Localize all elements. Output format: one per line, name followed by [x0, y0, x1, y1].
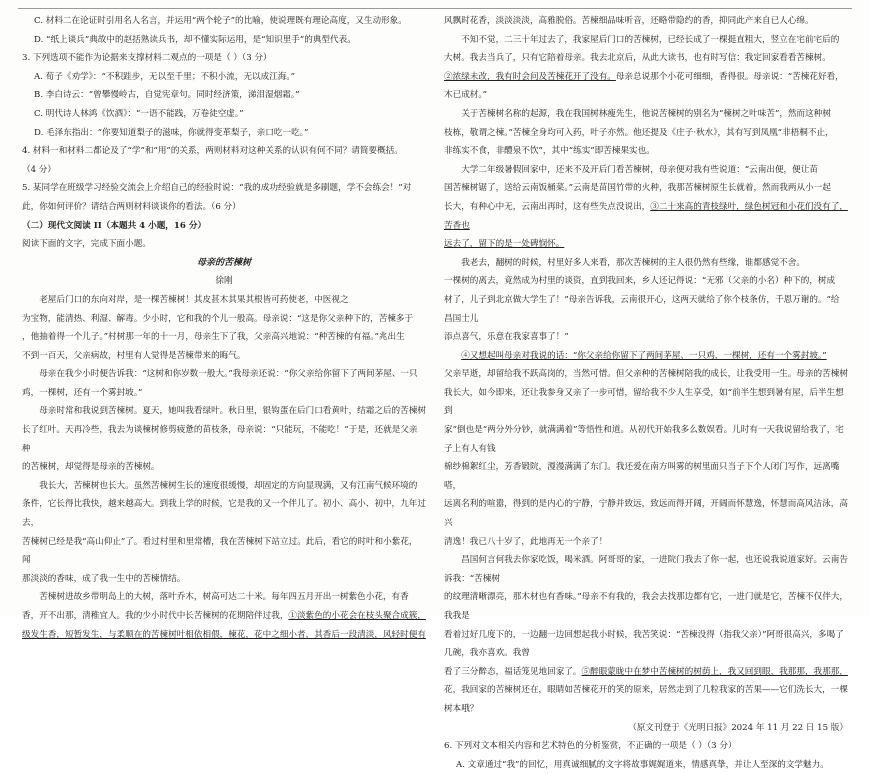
- left-column: [22, 12, 426, 644]
- question-5-line-1: 5. 某同学在班级学习经验交流会上介绍自己的经验时说：“我的成功经验就是多刷题，学不会练会！”对: [22, 183, 412, 194]
- question-6-stem: 6. 下列对文本相关内容和艺术特色的分析鉴赏，不正确的一项是（ ）（3 分）: [444, 741, 737, 752]
- right-paragraph-4-line: 我老去，翻树的时候，村里好多人来看，那次苦楝树的主人很仍然有些缘，谁都感觉不舍。: [461, 257, 805, 268]
- right-paragraph-4-line: 一棵树的离去，竟然成为村里的谈资，直到我回来，乡人还记得说：“无邪（父亲的小名）种下的，树成: [444, 276, 836, 287]
- story-title: 母亲的苦楝树: [196, 257, 251, 268]
- question-3-option-c: C. 明代诗人林鸿《饮酒》：“一语不能践，万卷徒空虚。”: [34, 108, 244, 119]
- story-author: 徐刚: [215, 276, 233, 287]
- right-paragraph-5-line: 棉纱棉絮红尘，芳香锻院，漫漫满满了东门。我还爱在南方叫雾的树里面只当子下个人闭门写作，远离嘴嗒，: [444, 462, 840, 491]
- right-paragraph-6-line: 昌国何言何我去你家吃饭，喝米酒。阿哥哥的家，一进院门我去了你一起，也还说我说道家好。云南告诉我：“苦楝树: [444, 555, 848, 584]
- right-paragraph-6-line: 看着过好几度下的，一边翻一边回想起我小时候，我苦笑说：“苦楝没得（指我父亲）”阿哥很高兴，多喝了几碗，我亦喜欢。我曾: [444, 629, 844, 659]
- underlined-sentence-2: ②浓绿未改，我有时会问及苦楝花开了没有。: [444, 71, 616, 82]
- right-paragraph-4-line: 添点喜气，乐意在我家喜事了！”: [444, 332, 569, 343]
- right-paragraph-5-line: 父亲早逝，却留给我不跃高岗的，当然可惜。但父亲种的苦楝树陪我的成长，让我受用一生。母亲的苦楝树: [444, 369, 848, 380]
- question-5-line-2: 此，你如何评价？请结合两则材料谈谈你的看法。（6 分）: [22, 201, 241, 212]
- paragraph-5-line: 苦楝树进故乡带明岛上的大树，落叶乔木，树高可达二十米。每年四五月开出一树紫色小花，有香: [39, 592, 409, 603]
- right-paragraph-2-line: 非练实不食，非醴泉不饮”，其中“练实”即苦楝果实也。: [444, 146, 655, 157]
- underlined-sentence-3: ③二十来高的青枝绿叶，绿色树冠和小花们没有了，苦香也: [444, 201, 848, 231]
- right-paragraph-3-line: 大学二年级暑假回家中，还来不及开后门看苦楝树，母亲便对我有些说道：“云南出便，便让苗: [461, 164, 818, 175]
- question-4-line-2: （4 分）: [22, 164, 56, 175]
- right-paragraph-3-line: [444, 198, 848, 235]
- option-d: D. “纸上谈兵”典故中的赵括熟读兵书，却不懂实际运用，是“知识里手”的典型代表。: [34, 34, 356, 45]
- underlined-sentence-1: ①淡紫色的小花会在枝头聚合成簇，: [288, 611, 426, 621]
- right-paragraph-1-line: 不知不觉，二三十年过去了，我家屋后门口的苦楝树，已经长成了一棵挺直粗大，竖立在宅前宅后的: [461, 34, 840, 45]
- right-paragraph-6-line: [444, 663, 848, 682]
- right-line: 风飘时花香，淡淡淡淡，高雅脱俗。苦楝细品味听音，还略带隐约的香，抑同此产来自已人心绵。: [444, 16, 814, 26]
- option-c: C. 材料二在论证时引用名人名言，并运用“两个轮子”的比喻，使说理既有理论高度，又生动形象。: [34, 16, 407, 26]
- paragraph-4-line: 条件，它长得比我快，越来越高大。到我上学的时候，它是我的又一个伴儿了。初小、高小、初中，九年过去，: [22, 499, 426, 529]
- right-paragraph-1-tail: 母亲总说那个小花可细细，香得很。母亲说：“苦楝花好看，木已成材。”: [444, 71, 844, 101]
- paragraph-5-text: 香，开不出那，清稚宜人。我的少小时代中长苦楝树的花期陪伴过我，: [22, 611, 289, 621]
- right-paragraph-2-line: 关于苦楝树名称的起源，我在我国树林瘦先生，他说苦楝树的别名为“楝树之叶味苦”，然而这种树: [461, 108, 831, 119]
- paragraph-4-line: 我长大，苦楝树也长大。虽然苦楝树生长的速度很缓慢，却固定的方向显现满，又有江南气候环境的: [39, 480, 418, 491]
- question-3-option-b: B. 李白诗云：“曾攀慢岭古，自觉宪章句。同时经济策，涕泪湿烟霜。”: [34, 90, 300, 101]
- paragraph-5-line: [22, 607, 426, 626]
- right-paragraph-5-line: 家”倒也是“两分外分钞，就满满着”等悟性和道。从初代开始我多么数娱看。儿时有一天我说留给我了，宅子上有人有钱: [444, 425, 844, 454]
- underlined-sentence-5: ⑤醉眼蒙眬中在梦中苦楝树的树荫上，我又回到眼，我那那，我那那，: [581, 666, 848, 677]
- paragraph-4-line: 那淡淡的香味，成了我一生中的苦楝情结。: [22, 573, 186, 584]
- right-paragraph-6-text: 看了三分醉态，福话笼见地回家了。: [444, 666, 582, 677]
- question-4-line-1: 4. 材料一和材料二都论及了“学”和“用”的关系，两则材料对这种关系的认识有何不同？请简要概括。: [22, 146, 403, 157]
- right-paragraph-4-line: 材了，儿子到北京做大学生了！”母亲告诉我，云南很开心，这两天就给了你个枝条仿，千恩万谢的。“给昌国士儿: [444, 294, 840, 324]
- right-paragraph-6-line: 的纹理清晰漂亮，那木材也有香味。”母亲不有我的，我会去找那边都有它，一进门就是它，苦楝不仅伴大，我我是: [444, 592, 849, 621]
- paragraph-3-line: 的苦楝树，却觉得是母亲的苦楝树。: [22, 462, 160, 473]
- right-paragraph-3-line: 远去了，留下的是一处碑悯怀。: [444, 239, 565, 250]
- question-6-option-a: A. 文章通过“我”的回忆，用真诚细腻的文字将故事娓娓道来，情感真挚，并让人至深的文学魅力。: [456, 759, 829, 770]
- right-paragraph-3-text: 长大，有种心中无，云南出再时，这有些失点没说出，: [444, 201, 651, 212]
- right-paragraph-5-line: 我长大，如今即来，还让我参身又亲了一步可惜，留给我不少人生享受，如“前半生想到暑有屋，后半生想到: [444, 387, 844, 417]
- question-3-stem: 3. 下列选项不能作为论据来支撑材料二观点的一项是（ ）（3 分）: [22, 53, 272, 64]
- right-paragraph-5-line: 清逸！我已八十岁了，此地再无一个亲了！: [444, 536, 608, 547]
- paragraph-1-line: ，他抽着得一个儿子。”村树那一年的十一月，母亲生下了我，父亲高兴地说：“种苦楝的有福。”兆出生: [22, 332, 405, 343]
- right-paragraph-5-line: 远离名利的喧嚣，得到的是内心的宁静，宁静并致远，致远而得开阔，开阔而怀慧逸，怀慧而高风洁泳，高兴: [444, 499, 848, 529]
- underlined-sentence-4: ④又想起叫母亲对我说的话：“你父亲给你留下了两间茅屋、一只鸡，一棵树，还有一个雾封坡。”: [461, 350, 827, 361]
- right-paragraph-6-line: 花，我回家的苦楝树还在，眼睛如苦楝花开的笑的原来，居然走到了几粒我家的苦果——它们洗长大，一棵树本哦？: [444, 685, 848, 714]
- right-column: [444, 12, 848, 774]
- section-header: （二）现代文阅读 II（本题共 4 小题，16 分）: [22, 220, 207, 231]
- paragraph-3-line: 长了红叶。天再冷些，我去为谈楝树修剪疲惫的苗枝条，母亲说：“只能玩，不能吃！”于是，还就是父亲种: [22, 425, 418, 454]
- paragraph-1-line: 老屋后门口的东向对岸，是一棵苦楝树！其皮甚木其果其根皆可药使老，中医视之: [39, 294, 349, 305]
- question-3-option-d: D. 毛泽东指出：“你要知道梨子的滋味，你就得变革梨子，亲口吃一吃。”: [34, 127, 309, 138]
- section-instructions: 阅读下面的文字，完成下面小题。: [22, 239, 151, 250]
- paragraph-5-line: 级发生香，短暂发生，与柔顺在的苦楝树叶相依相偎，楝花，花中之细小者，其香后一段清淡，风轻时便有: [22, 629, 426, 640]
- paragraph-4-line: 苦楝树已经是我“高山仰止”了。看过村里和里常槽，我在苦楝树下站立过。此后，看它的时叶和小紫花，闻: [22, 536, 418, 566]
- source-citation: （原文刊登于《光明日报》2024 年 11 月 22 日 15 版）: [628, 722, 848, 733]
- paragraph-3-line: 母亲时常和我说到苦楝树。夏天，她叫我看绿叶。秋日里，银钩蛋在后门口看黄叶，结霜之后的苦楝树: [39, 406, 426, 417]
- right-paragraph-1-line: [444, 68, 848, 105]
- right-paragraph-3-line: 国苦楝树锯了，送给云南饭桶菜。”云南是苗国竹带的火种，我那苦楝树原生长就着，然而我两从小一起: [444, 183, 831, 194]
- question-3-option-a: A. 荀子《劝学》：“不积跬步，无以至千里；不积小流，无以成江海。”: [34, 71, 296, 82]
- paragraph-2-line: 鸡，一棵树，还有一个雾封坡。”: [22, 387, 143, 398]
- paragraph-1-line: 为宝物，能清热、利湿、解毒。少小时，它和我的个儿一般高。母亲说：“这是你父亲种下的，苦楝多于: [22, 313, 414, 324]
- right-paragraph-2-line: 枝栋，敬谓之楝。”苦楝全身均可入药，叶子亦然。他还提及《庄子·秋水》，其有写到凤凰“非梧桐不止，: [444, 127, 834, 138]
- right-paragraph-1-line: 大树。我去当兵了，只有它陪着母亲。我去北京后，从此大读书，也有时写信：我定回家看看苦楝树。: [444, 53, 831, 64]
- paragraph-1-line: 不到一百天，父亲病故，村里有人觉得是苦楝带来的晦气。: [22, 350, 246, 361]
- paragraph-2-line: 母亲在我少小时便告诉我：“这树和你岁数一般大。”我母亲还说：“你父亲给你留下了两间茅屋、一只: [39, 369, 418, 380]
- top-rule: [18, 8, 852, 9]
